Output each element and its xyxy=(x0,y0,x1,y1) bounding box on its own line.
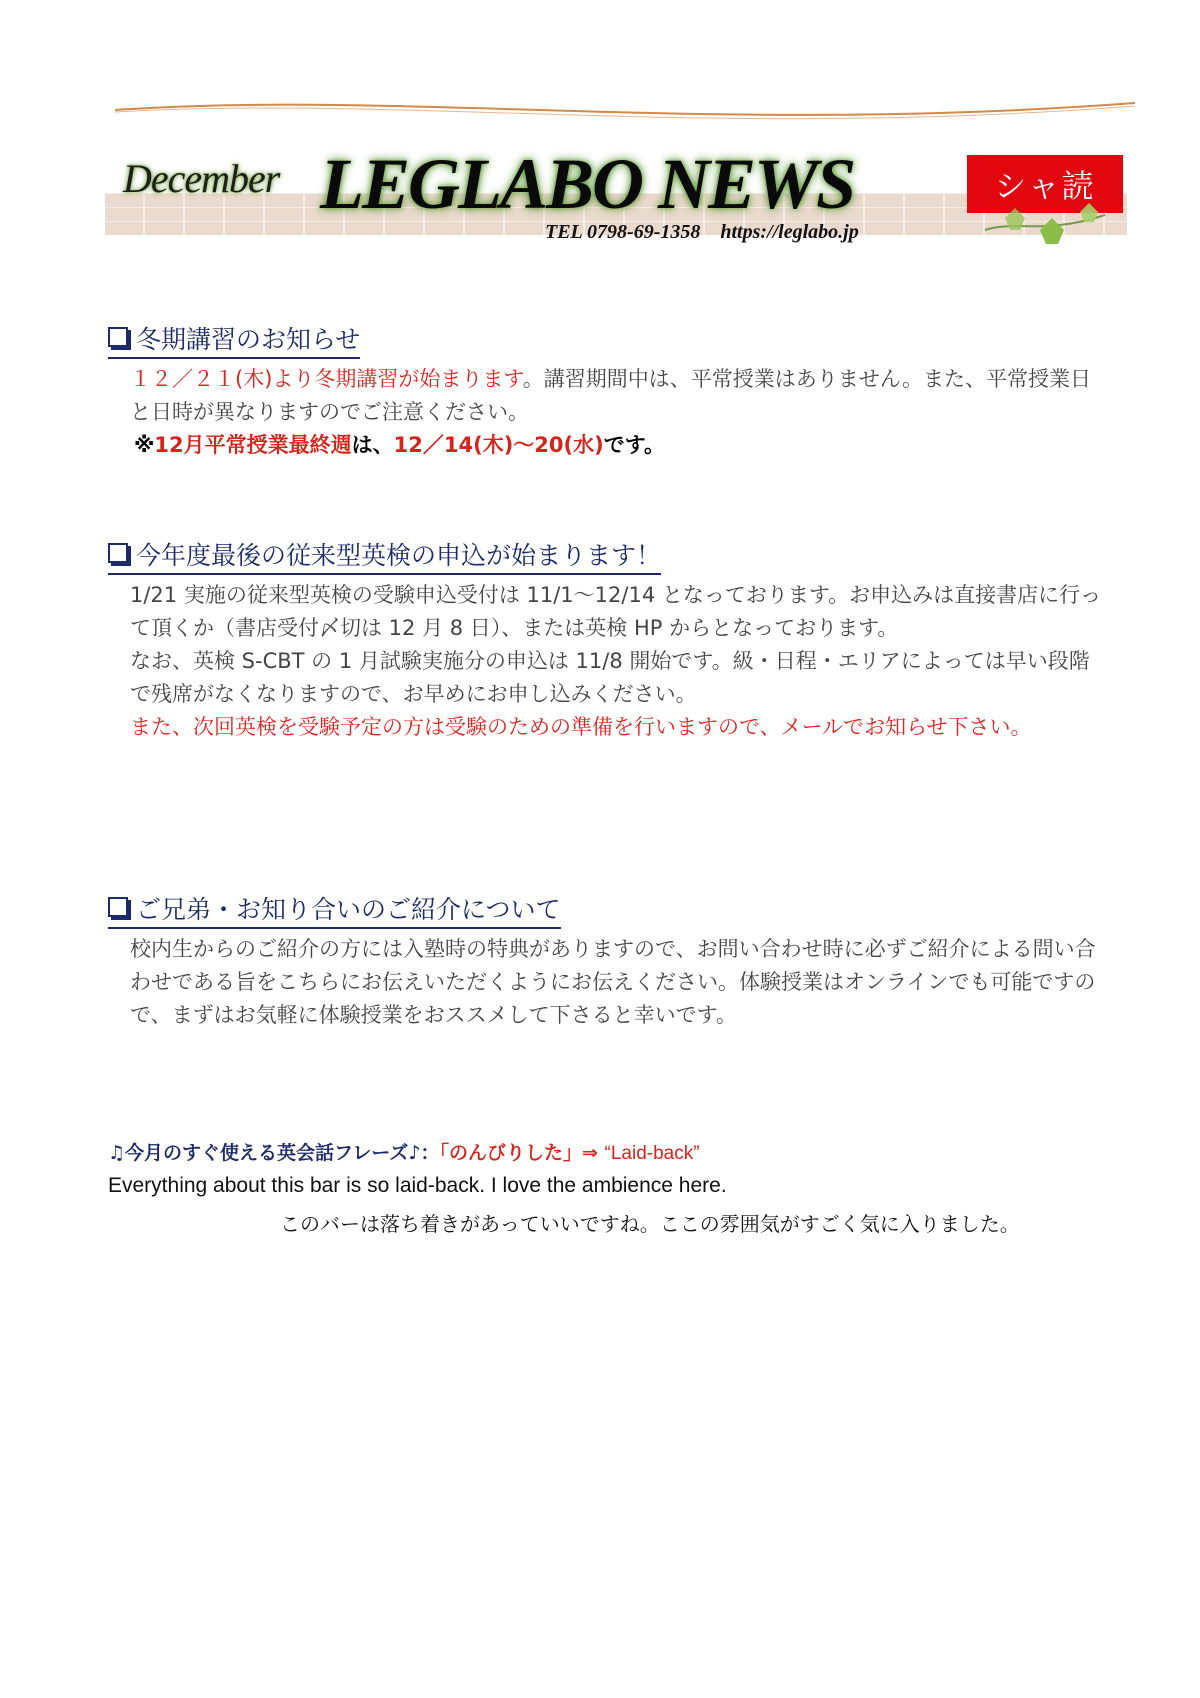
paragraph: 1/21 実施の従来型英検の受験申込受付は 11/1～12/14 となっております。お申込みは直接書店に行って頂くか（書店受付〆切は 12 月 8 日）、または英検 HP からとなっております。 xyxy=(130,583,1102,640)
checkbox-square-icon xyxy=(108,327,128,347)
paragraph xyxy=(108,363,1108,429)
phrase-heading xyxy=(108,1138,700,1165)
note-highlight-1: 12月平常授業最終週 xyxy=(154,433,352,457)
paragraph: 校内生からのご紹介の方には入塾時の特典がありますので、お問い合わせ時に必ずご紹介による問い合わせである旨をこちらにお伝えいただくようにお伝えください。体験授業はオンラインでも可能ですので、まずはお気軽に体験授業をおススメして下さると幸いです。 xyxy=(130,937,1096,1027)
section-title xyxy=(108,890,561,929)
note-highlight-2: 12／14(木)～20(水) xyxy=(393,433,604,457)
phrase-ja-term: 「のんびりした」⇒ xyxy=(439,1142,598,1164)
phrase-colon: ： xyxy=(420,1142,440,1164)
month-label: December xyxy=(123,156,280,201)
newsletter-header xyxy=(105,95,1135,265)
section-title-text: ご兄弟・お知り合いのご紹介について xyxy=(136,895,561,924)
paragraph: なお、英検 S-CBT の 1 月試験実施分の申込は 11/8 開始です。級・日程・エリアによっては早い段階で残席がなくなりますので、お早めにお申し込みください。 xyxy=(130,649,1090,706)
section-referral xyxy=(108,890,1108,1032)
checkbox-square-icon xyxy=(108,897,128,917)
tel-text: TEL 0798-69-1358 xyxy=(545,221,701,243)
section-body xyxy=(108,363,1108,462)
note-text: は、 xyxy=(351,433,394,457)
decorative-curve xyxy=(105,95,1135,135)
note-mark: ※ xyxy=(134,433,155,457)
section-winter-course xyxy=(108,320,1108,462)
phrase-en-term: “Laid-back” xyxy=(604,1143,700,1164)
phrase-label: ♫今月のすぐ使える英会話フレーズ♪ xyxy=(108,1142,421,1164)
note-end: です。 xyxy=(603,433,666,457)
section-body xyxy=(108,579,1108,744)
section-title-text: 今年度最後の従来型英検の申込が始まります！ xyxy=(136,541,662,570)
section-eiken xyxy=(108,536,1108,744)
example-sentence-ja: このバーは落ち着きがあっていいですね。ここの雰囲気がすごく気に入りました。 xyxy=(280,1212,1020,1236)
section-title xyxy=(108,320,360,359)
highlight-paragraph: また、次回英検を受験予定の方は受験のための準備を行いますので、メールでお知らせ下さい。 xyxy=(130,715,1032,739)
body-text: 。講習期間中は、平常授業はありません。また、平常授業日と日時が異なりますのでご注意ください。 xyxy=(130,367,1091,424)
section-title xyxy=(108,536,661,575)
contact-info xyxy=(545,221,859,244)
newsletter-title: LEGLABO NEWS xyxy=(320,144,855,224)
ivy-leaves-icon xyxy=(975,200,1115,260)
section-body xyxy=(108,933,1108,1032)
checkbox-square-icon xyxy=(108,543,128,563)
url-link[interactable]: https://leglabo.jp xyxy=(720,221,859,243)
highlight-text: １２／２１(木)より冬期講習が始まります xyxy=(130,367,523,391)
badge-label: シャ読 xyxy=(967,155,1123,213)
section-title-text: 冬期講習のお知らせ xyxy=(136,325,361,354)
notice-line xyxy=(108,429,1108,462)
example-sentence-en: Everything about this bar is so laid-back. I love the ambience here. xyxy=(108,1174,727,1197)
